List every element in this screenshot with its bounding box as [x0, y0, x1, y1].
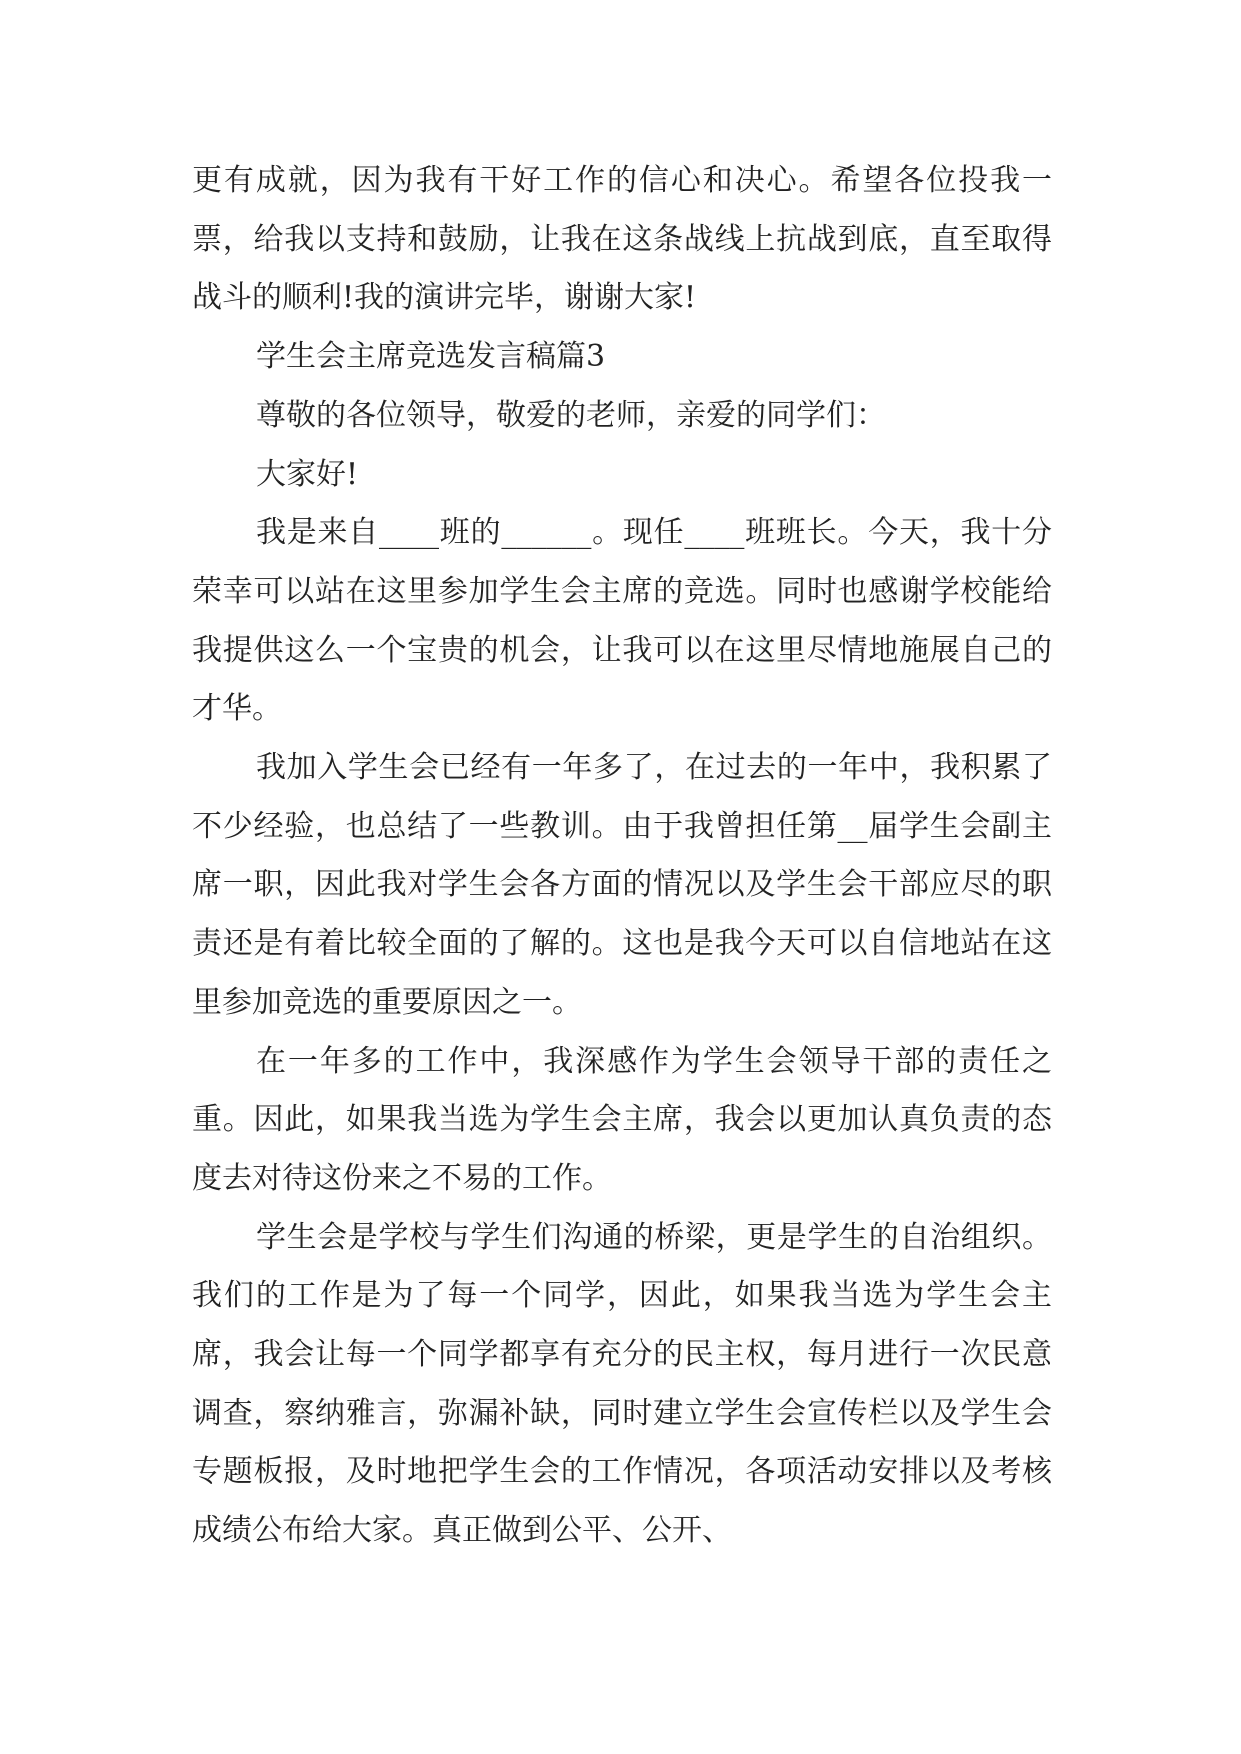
salutation: 尊敬的各位领导，敬爱的老师，亲爱的同学们：: [256, 397, 886, 433]
paragraph-1: 更有成就，因为我有干好工作的信心和决心。希望各位投我一票，给我以支持和鼓励，让我在这条战线上抗战到底，直至取得战斗的顺利!我的演讲完毕，谢谢大家!: [192, 163, 1052, 316]
greeting: 大家好!: [256, 456, 359, 492]
document-body: [192, 152, 1052, 1561]
section-heading: 学生会主席竞选发言稿篇3: [256, 339, 606, 375]
paragraph-introduction: 我是来自____班的______。现任____班班长。今天，我十分荣幸可以站在这里参加学生会主席的竞选。同时也感谢学校能给我提供这么一个宝贵的机会，让我可以在这里尽情地施展自己的才华。: [192, 515, 1052, 727]
paragraph-plan: 学生会是学校与学生们沟通的桥梁，更是学生的自治组织。我们的工作是为了每一个同学，因此，如果我当选为学生会主席，我会让每一个同学都享有充分的民主权，每月进行一次民意调查，察纳雅言，弥漏补缺，同时建立学生会宣传栏以及学生会专题板报，及时地把学生会的工作情况，各项活动安排以及考核成绩公布给大家。真正做到公平、公开、: [192, 1219, 1052, 1549]
paragraph-responsibility: 在一年多的工作中，我深感作为学生会领导干部的责任之重。因此，如果我当选为学生会主席，我会以更加认真负责的态度去对待这份来之不易的工作。: [192, 1043, 1052, 1196]
paragraph-experience: 我加入学生会已经有一年多了，在过去的一年中，我积累了不少经验，也总结了一些教训。由于我曾担任第__届学生会副主席一职，因此我对学生会各方面的情况以及学生会干部应尽的职责还是有着比较全面的了解的。这也是我今天可以自信地站在这里参加竞选的重要原因之一。: [192, 750, 1052, 1020]
